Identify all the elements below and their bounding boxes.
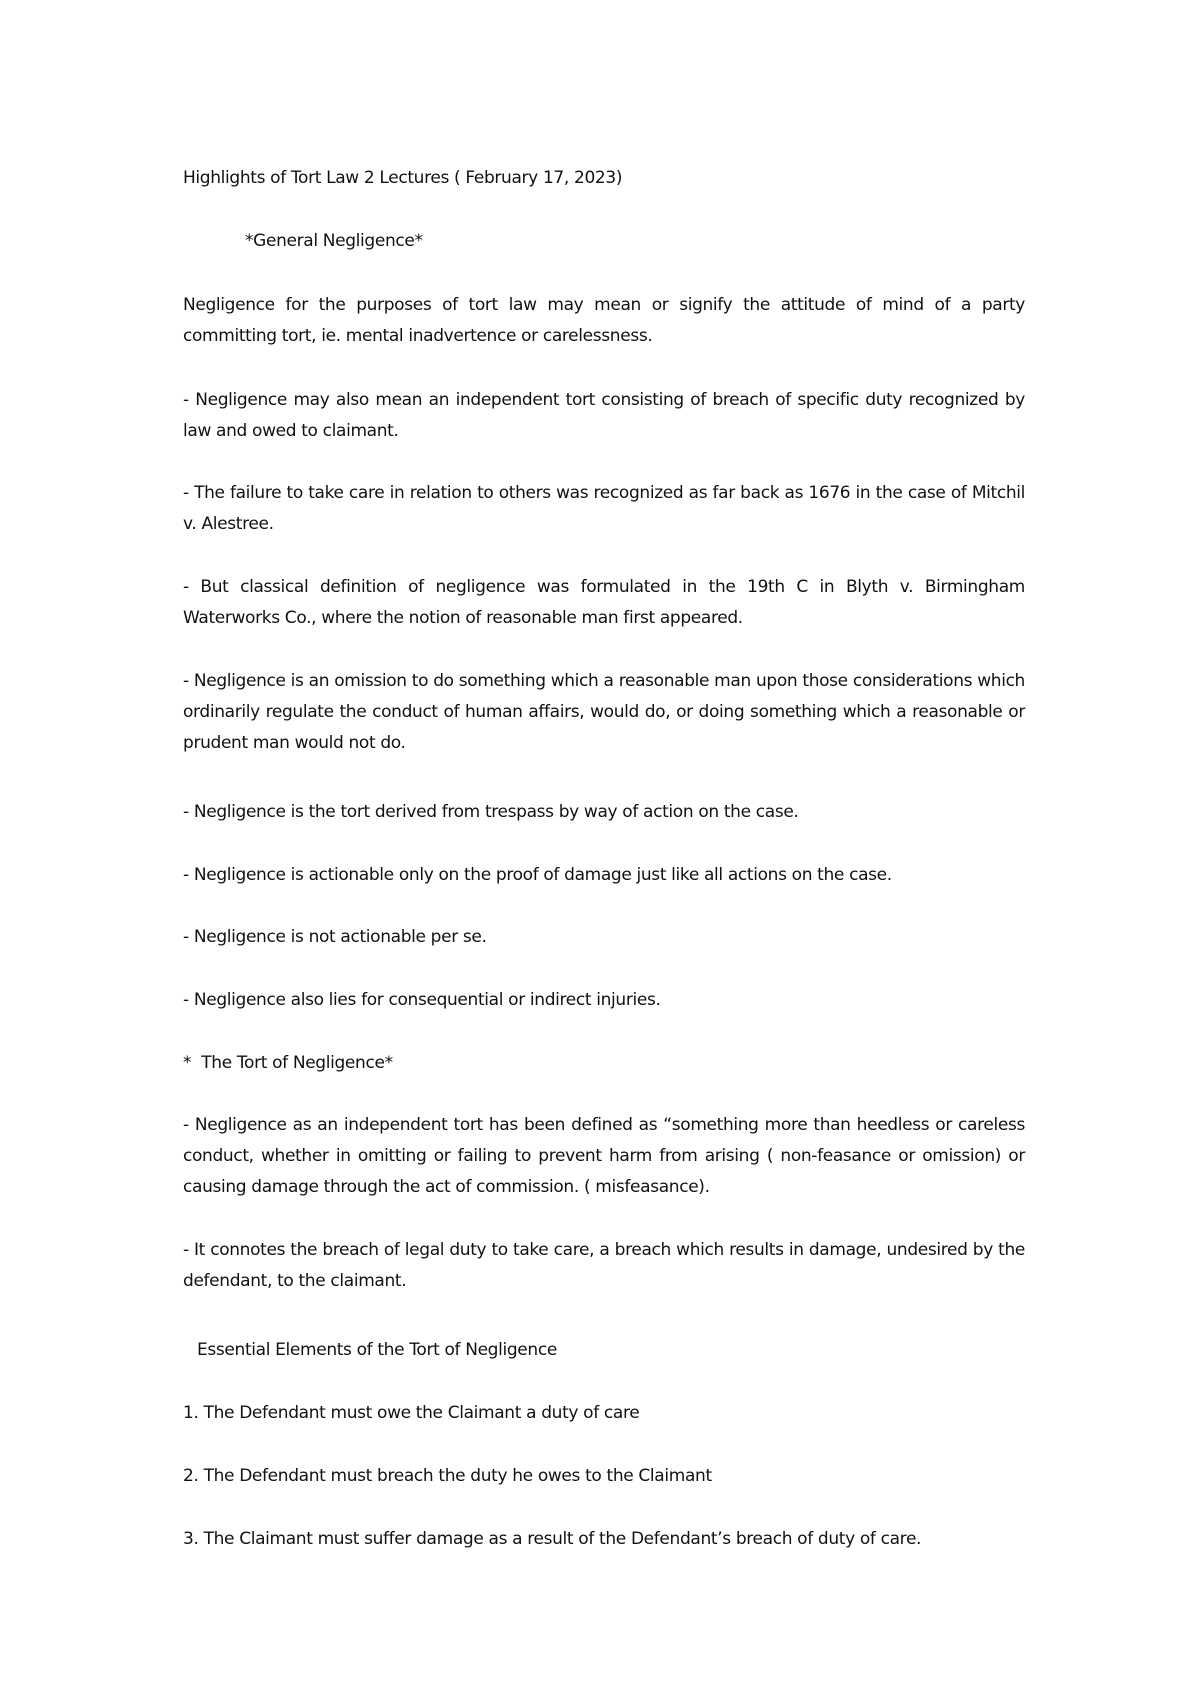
general-point-7: - Negligence is not actionable per se. [183, 927, 487, 947]
general-point-8: - Negligence also lies for consequential or indirect injuries. [183, 990, 661, 1010]
general-point-3: - But classical definition of negligence was formulated in the 19th C in Blyth v. Birmingham Waterworks Co., where the notion of reasonable man first appeared. [183, 577, 1025, 628]
general-point-4: - Negligence is an omission to do something which a reasonable man upon those considerations which ordinarily regulate the conduct of human affairs, would do, or doing something which a reasonable or prudent man would not do. [183, 671, 1025, 753]
element-1: 1. The Defendant must owe the Claimant a duty of care [183, 1403, 640, 1423]
tort-point-1: - Negligence as an independent tort has been defined as “something more than heedless or careless conduct, whether in omitting or failing to prevent harm from arising ( non-feasance or omission) or causing damage through the act of commission. ( misfeasance). [183, 1115, 1025, 1197]
tort-point-2: - It connotes the breach of legal duty to take care, a breach which results in damage, undesired by the defendant, to the claimant. [183, 1240, 1025, 1291]
heading-essential-elements: Essential Elements of the Tort of Negligence [197, 1340, 557, 1360]
element-3: 3. The Claimant must suffer damage as a result of the Defendant’s breach of duty of care. [183, 1529, 922, 1549]
element-2: 2. The Defendant must breach the duty he owes to the Claimant [183, 1466, 712, 1486]
general-point-2: - The failure to take care in relation to others was recognized as far back as 1676 in the case of Mitchil v. Alestree. [183, 483, 1025, 534]
intro-paragraph: Negligence for the purposes of tort law may mean or signify the attitude of mind of a party committing tort, ie. mental inadvertence or carelessness. [183, 295, 1025, 346]
general-point-6: - Negligence is actionable only on the proof of damage just like all actions on the case. [183, 865, 892, 885]
general-point-5: - Negligence is the tort derived from trespass by way of action on the case. [183, 802, 799, 822]
heading-tort-of-negligence: * The Tort of Negligence* [183, 1053, 393, 1073]
general-point-1: - Negligence may also mean an independent tort consisting of breach of specific duty recognized by law and owed to claimant. [183, 390, 1025, 441]
document-title: Highlights of Tort Law 2 Lectures ( February 17, 2023) [183, 168, 623, 188]
heading-general-negligence: *General Negligence* [245, 231, 423, 251]
